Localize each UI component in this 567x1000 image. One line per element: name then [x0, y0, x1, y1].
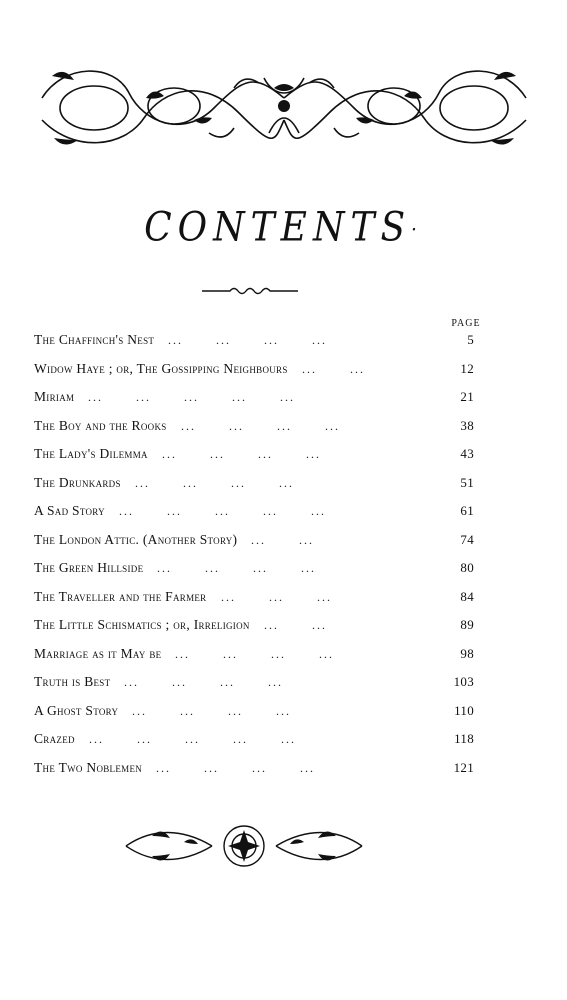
contents-entry	[34, 754, 474, 783]
contents-entry	[34, 554, 474, 583]
contents-entry	[34, 497, 474, 526]
entry-title: The Drunkards	[34, 474, 121, 490]
entry-title: The Two Noblemen	[34, 759, 143, 775]
title-dot: ·	[411, 218, 423, 243]
leader-dots: ... ...	[302, 361, 365, 376]
entry-page-number: 21	[460, 389, 474, 404]
entry-page-number: 89	[460, 617, 474, 632]
contents-entry	[34, 355, 474, 384]
leader-dots: ... ... ... ...	[175, 646, 334, 661]
page-title-text: CONTENTS	[144, 204, 412, 251]
page-title	[0, 205, 567, 251]
entry-title: The London Attic. (Another Story)	[34, 531, 238, 547]
contents-entry	[34, 440, 474, 469]
contents-entry	[34, 583, 474, 612]
contents-entry	[34, 611, 474, 640]
entry-page-number: 5	[467, 332, 474, 347]
entry-title: Miriam	[34, 389, 75, 404]
entry-page-number: 61	[460, 503, 474, 518]
leader-dots: ... ... ... ... ...	[88, 390, 295, 404]
entry-page-number: 98	[460, 645, 474, 661]
entry-title: Crazed	[34, 731, 75, 746]
entry-page-number: 74	[460, 531, 474, 547]
leader-dots: ... ... ... ...	[168, 333, 327, 347]
contents-entry	[34, 725, 474, 754]
entry-page-number: 84	[460, 588, 474, 604]
leader-dots: ... ... ... ... ...	[119, 504, 326, 518]
page-column-label: PAGE	[451, 318, 481, 329]
headpiece-ornament	[34, 58, 534, 154]
leader-dots: ... ... ... ...	[124, 675, 283, 689]
entry-page-number: 43	[460, 446, 474, 461]
entry-title: The Lady's Dilemma	[34, 446, 148, 461]
leader-dots: ... ... ... ...	[157, 561, 316, 575]
contents-entry	[34, 640, 474, 669]
entry-page-number: 121	[453, 759, 474, 775]
contents-entry	[34, 412, 474, 441]
leader-dots: ... ...	[264, 618, 327, 632]
decorative-rule	[200, 283, 300, 297]
leader-dots: ... ...	[251, 532, 314, 547]
entry-title: The Little Schismatics ; or, Irreligion	[34, 617, 250, 632]
entry-title: The Traveller and the Farmer	[34, 588, 207, 604]
leader-dots: ... ... ...	[221, 589, 332, 604]
entry-title: The Green Hillside	[34, 560, 144, 575]
leader-dots: ... ... ... ...	[135, 475, 294, 490]
leader-dots: ... ... ... ...	[156, 760, 315, 775]
entry-title: Marriage as it May be	[34, 645, 162, 661]
entry-title: The Chaffinch's Nest	[34, 332, 155, 347]
entry-page-number: 51	[460, 474, 474, 490]
entry-page-number: 80	[460, 560, 474, 575]
entry-title: A Sad Story	[34, 503, 105, 518]
entry-page-number: 12	[460, 360, 474, 376]
contents-entry	[34, 383, 474, 412]
entry-title: A Ghost Story	[34, 702, 119, 718]
entry-page-number: 110	[454, 702, 474, 718]
entry-title: The Boy and the Rooks	[34, 417, 167, 433]
contents-entry	[34, 526, 474, 555]
entry-page-number: 118	[454, 731, 474, 746]
contents-list	[34, 326, 474, 782]
tailpiece-ornament	[122, 818, 366, 872]
leader-dots: ... ... ... ...	[132, 703, 291, 718]
entry-page-number: 103	[453, 674, 474, 689]
entry-title: Truth is Best	[34, 674, 111, 689]
leader-dots: ... ... ... ... ...	[89, 732, 296, 746]
contents-entry	[34, 469, 474, 498]
entry-title: Widow Haye ; or, The Gossipping Neighbours	[34, 360, 288, 376]
leader-dots: ... ... ... ...	[162, 447, 321, 461]
entry-page-number: 38	[460, 417, 474, 433]
leader-dots: ... ... ... ...	[181, 418, 340, 433]
contents-entry	[34, 326, 474, 355]
contents-entry	[34, 668, 474, 697]
contents-entry	[34, 697, 474, 726]
